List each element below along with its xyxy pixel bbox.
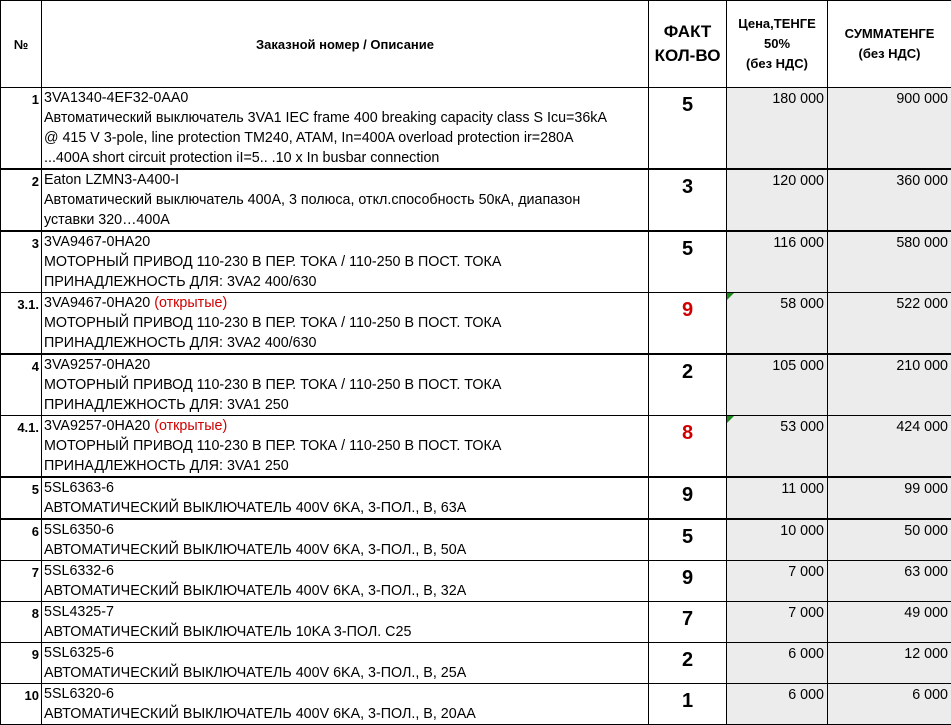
description-line: ...400A short circuit protection iI=5.. .10 x In busbar connection [44, 148, 648, 168]
unit-price [727, 561, 828, 602]
quantity: 5 [649, 88, 727, 170]
order-code [44, 355, 648, 375]
comment-marker-icon [727, 416, 734, 423]
quantity: 2 [649, 354, 727, 416]
row-number: 4.1. [1, 416, 42, 478]
quantity: 7 [649, 602, 727, 643]
order-code [44, 478, 648, 498]
header-qty-line: КОЛ-ВО [649, 44, 726, 68]
unit-price-value: 53 000 [780, 419, 824, 435]
header-row [1, 1, 951, 88]
table-row [1, 169, 951, 231]
line-total: 360 000 [828, 169, 951, 231]
unit-price-value: 11 000 [781, 481, 824, 497]
description-line: ПРИНАДЛЕЖНОСТЬ ДЛЯ: 3VA1 250 [44, 456, 648, 476]
order-code [44, 293, 648, 313]
unit-price-value: 58 000 [780, 296, 824, 312]
table-row [1, 354, 951, 416]
unit-price [727, 519, 828, 561]
row-description [42, 561, 649, 602]
header-sum [828, 1, 951, 88]
table-row [1, 231, 951, 293]
row-description [42, 477, 649, 519]
table-row [1, 602, 951, 643]
order-code [44, 561, 648, 581]
unit-price [727, 231, 828, 293]
description-line: МОТОРНЫЙ ПРИВОД 110-230 В ПЕР. ТОКА / 110-250 В ПОСТ. ТОКА [44, 375, 648, 395]
line-total: 424 000 [828, 416, 951, 478]
header-num: № [1, 1, 42, 88]
description-line: уставки 320…400А [44, 210, 648, 230]
header-price-line: (без НДС) [727, 54, 827, 74]
row-description [42, 643, 649, 684]
description-line: @ 415 V 3-pole, line protection TM240, ATAM, In=400A overload protection ir=280A [44, 128, 648, 148]
unit-price [727, 477, 828, 519]
order-code-text: 5SL4325-7 [44, 604, 114, 620]
quantity: 2 [649, 643, 727, 684]
unit-price [727, 416, 828, 478]
description-line: АВТОМАТИЧЕСКИЙ ВЫКЛЮЧАТЕЛЬ 10KA 3-ПОЛ. C25 [44, 622, 648, 642]
unit-price [727, 643, 828, 684]
unit-price [727, 684, 828, 725]
description-line: ПРИНАДЛЕЖНОСТЬ ДЛЯ: 3VA1 250 [44, 395, 648, 415]
quantity: 5 [649, 519, 727, 561]
row-description [42, 416, 649, 478]
table-row [1, 643, 951, 684]
quantity: 9 [649, 561, 727, 602]
table-row [1, 88, 951, 170]
unit-price [727, 293, 828, 355]
row-number: 1 [1, 88, 42, 170]
row-description [42, 602, 649, 643]
unit-price [727, 354, 828, 416]
line-total: 63 000 [828, 561, 951, 602]
order-code-text: 3VA9257-0HA20 [44, 357, 150, 373]
row-description [42, 354, 649, 416]
order-code [44, 416, 648, 436]
row-description [42, 519, 649, 561]
description-line: АВТОМАТИЧЕСКИЙ ВЫКЛЮЧАТЕЛЬ 400V 6KA, 3-ПОЛ., B, 32A [44, 581, 648, 601]
row-number: 6 [1, 519, 42, 561]
opened-tag: (открытые) [154, 418, 227, 434]
unit-price-value: 7 000 [788, 564, 824, 580]
unit-price-value: 180 000 [772, 91, 824, 107]
row-number: 3 [1, 231, 42, 293]
description-line: ПРИНАДЛЕЖНОСТЬ ДЛЯ: 3VA2 400/630 [44, 272, 648, 292]
table-row [1, 416, 951, 478]
unit-price-value: 116 000 [773, 235, 824, 251]
table-row [1, 477, 951, 519]
order-code [44, 684, 648, 704]
order-code [44, 602, 648, 622]
row-number: 9 [1, 643, 42, 684]
row-description [42, 293, 649, 355]
order-code [44, 232, 648, 252]
table-row [1, 684, 951, 725]
row-description [42, 231, 649, 293]
quantity: 1 [649, 684, 727, 725]
order-code-text: 5SL6325-6 [44, 645, 114, 661]
table-row [1, 561, 951, 602]
row-number: 7 [1, 561, 42, 602]
line-total: 580 000 [828, 231, 951, 293]
unit-price [727, 602, 828, 643]
unit-price-value: 6 000 [788, 646, 824, 662]
row-number: 4 [1, 354, 42, 416]
table-row [1, 293, 951, 355]
header-qty [649, 1, 727, 88]
row-number: 5 [1, 477, 42, 519]
header-description: Заказной номер / Описание [42, 1, 649, 88]
order-code [44, 520, 648, 540]
line-total: 49 000 [828, 602, 951, 643]
line-total: 99 000 [828, 477, 951, 519]
order-code-text: 3VA9467-0HA20 [44, 234, 150, 250]
description-line: АВТОМАТИЧЕСКИЙ ВЫКЛЮЧАТЕЛЬ 400V 6KA, 3-ПОЛ., B, 50A [44, 540, 648, 560]
order-code-text: 3VA1340-4EF32-0AA0 [44, 90, 188, 106]
row-number: 8 [1, 602, 42, 643]
description-line: Автоматический выключатель 3VA1 IEC frame 400 breaking capacity class S Icu=36kA [44, 108, 648, 128]
unit-price [727, 169, 828, 231]
line-total: 900 000 [828, 88, 951, 170]
header-qty-line: ФАКТ [649, 20, 726, 44]
order-code [44, 88, 648, 108]
quantity: 9 [649, 477, 727, 519]
description-line: Автоматический выключатель 400А, 3 полюса, откл.способность 50кА, диапазон [44, 190, 648, 210]
row-description [42, 684, 649, 725]
unit-price-value: 10 000 [780, 523, 824, 539]
quantity: 3 [649, 169, 727, 231]
description-line: АВТОМАТИЧЕСКИЙ ВЫКЛЮЧАТЕЛЬ 400V 6KA, 3-ПОЛ., B, 63A [44, 498, 648, 518]
order-code-text: 5SL6363-6 [44, 480, 114, 496]
line-total: 6 000 [828, 684, 951, 725]
line-total: 12 000 [828, 643, 951, 684]
unit-price-value: 105 000 [772, 358, 824, 374]
unit-price [727, 88, 828, 170]
unit-price-value: 120 000 [772, 173, 824, 189]
quantity: 8 [649, 416, 727, 478]
order-code [44, 170, 648, 190]
order-code-text: 3VA9257-0HA20 [44, 418, 150, 434]
table-row [1, 519, 951, 561]
comment-marker-icon [727, 293, 734, 300]
header-price-line: Цена,ТЕНГЕ [727, 14, 827, 34]
description-line: АВТОМАТИЧЕСКИЙ ВЫКЛЮЧАТЕЛЬ 400V 6KA, 3-ПОЛ., B, 20AA [44, 704, 648, 724]
order-code-text: 5SL6332-6 [44, 563, 114, 579]
header-sum-line: (без НДС) [828, 44, 951, 64]
description-line: МОТОРНЫЙ ПРИВОД 110-230 В ПЕР. ТОКА / 110-250 В ПОСТ. ТОКА [44, 252, 648, 272]
unit-price-value: 6 000 [788, 687, 824, 703]
order-code [44, 643, 648, 663]
row-description [42, 169, 649, 231]
header-price [727, 1, 828, 88]
order-code-text: 5SL6320-6 [44, 686, 114, 702]
row-number: 3.1. [1, 293, 42, 355]
row-number: 10 [1, 684, 42, 725]
line-total: 522 000 [828, 293, 951, 355]
opened-tag: (открытые) [154, 295, 227, 311]
description-line: АВТОМАТИЧЕСКИЙ ВЫКЛЮЧАТЕЛЬ 400V 6KA, 3-ПОЛ., B, 25A [44, 663, 648, 683]
header-price-line: 50% [727, 34, 827, 54]
quantity: 5 [649, 231, 727, 293]
line-total: 210 000 [828, 354, 951, 416]
description-line: ПРИНАДЛЕЖНОСТЬ ДЛЯ: 3VA2 400/630 [44, 333, 648, 353]
quantity: 9 [649, 293, 727, 355]
row-number: 2 [1, 169, 42, 231]
order-code-text: Eaton LZMN3-A400-I [44, 172, 179, 188]
line-total: 50 000 [828, 519, 951, 561]
description-line: МОТОРНЫЙ ПРИВОД 110-230 В ПЕР. ТОКА / 110-250 В ПОСТ. ТОКА [44, 313, 648, 333]
header-sum-line: СУММАТЕНГЕ [828, 24, 951, 44]
description-line: МОТОРНЫЙ ПРИВОД 110-230 В ПЕР. ТОКА / 110-250 В ПОСТ. ТОКА [44, 436, 648, 456]
row-description [42, 88, 649, 170]
order-code-text: 3VA9467-0HA20 [44, 295, 150, 311]
order-code-text: 5SL6350-6 [44, 522, 114, 538]
unit-price-value: 7 000 [788, 605, 824, 621]
